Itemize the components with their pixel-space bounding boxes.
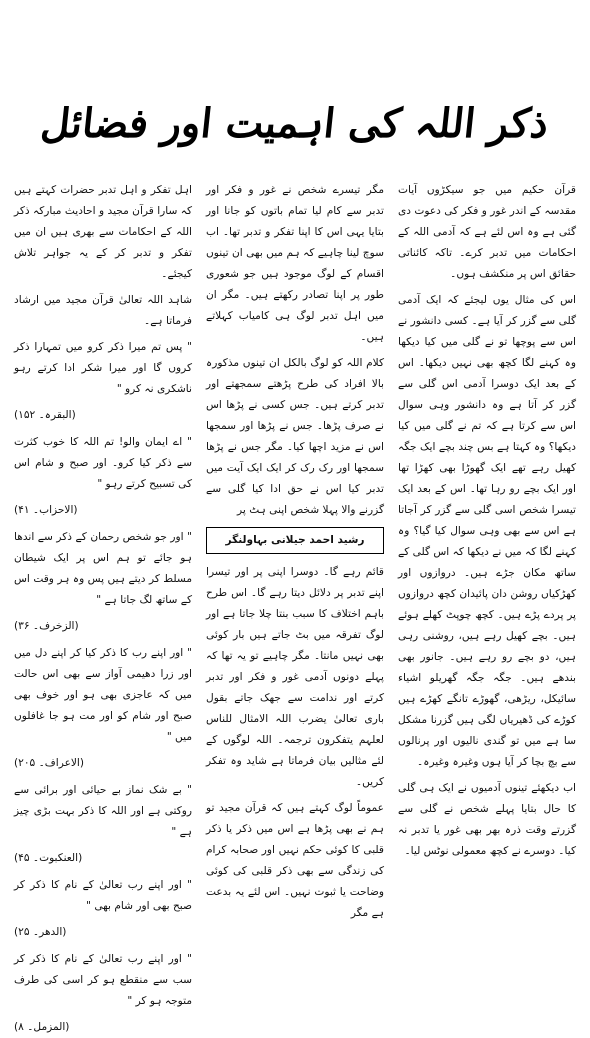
quote: " اور اپنے رب تعالیٰ کے نام کا ذکر کر صبح بھی اور شام بھی "	[14, 879, 192, 912]
column-right	[398, 180, 576, 857]
paragraph: اب دیکھئے تینوں آدمیوں نے ایک ہی گلی کا حال بتایا پہلے شخص نے گلی سے گزرتے وقت ذرہ بھر بھی غور یا تدبر نہ کیا۔ دوسرے نے کچھ معمولی نوٹس لیا۔	[398, 782, 576, 857]
verse-reference: (الاعراف۔ ۲۰۵)	[14, 757, 85, 769]
verse-reference: (البقرہ۔ ۱۵۲)	[14, 409, 76, 421]
quote: " پس تم میرا ذکر کرو میں تمہارا ذکر کروں گا اور میرا شکر ادا کرتے رہو ناشکری نہ کرو "	[14, 341, 192, 395]
paragraph: عموماً لوگ کہتے ہیں کہ قرآن مجید تو ہم نے بھی پڑھا ہے اس میں ذکر یا ذکر قلبی کا کوئی حکم نہیں اور صحابہ کرام کی زندگی سے بھی ذکر قلبی کی کوئی وضاحت یا ثبوت نہیں۔ اس لئے یہ بدعت ہے مگر	[206, 802, 384, 919]
article-columns	[14, 180, 576, 1033]
paragraph: اس کی مثال یوں لیجئے کہ ایک آدمی گلی سے گزر کر آیا ہے۔ کسی دانشور نے اس سے پوچھا تو نے گلی میں کیا دیکھا وہ کہنے لگا کچھ بھی نہیں دیکھا۔ اس کے بعد ایک دوسرا آدمی اس گلی سے گزر کر آتا ہے وہ دانشور وہی سوال اس سے کرتا ہے کہ تم نے گلی میں کیا دیکھا؟ وہ کہتا ہے بس چند بچے ایک جگہ کھیل رہے تھے ایک گھوڑا بھی کھڑا تھا اور ایک بچے رو رہا تھا۔ اس کے بعد ایک تیسرا شخص اسی گلی سے گزر کر آجاتا ہے اس سے بھی وہی سوال کیا گیا؟ وہ کہنے لگا کہ میں نے دیکھا کہ اس گلی کے ساتھ مکان جڑے ہیں۔ دروازوں اور کھڑکیاں روشن دان پائیدان کچھ دروازوں پر پردے پڑے ہیں۔ کچھ چوپٹ کھلے ہوئے ہیں۔ بچے کھیل رہے ہیں، روشنی رہی ہیں، دو بچے رو رہے ہیں۔ جانور بھی بندھے ہیں۔ جگہ جگہ گھریلو اشیاء سائیکل، ریڑھی، گھوڑے تانگے کھڑے ہیں کوڑے کی ڈھیریاں لگی ہیں گزرنا مشکل سا ہے میں تو گندی نالیوں اور پرنالوں سے بچ بچا کر آیا ہوں وغیرہ وغیرہ۔	[398, 294, 576, 768]
article-title: ذکر اللہ کی اہمیت اور فضائل	[38, 99, 552, 147]
verse-reference: (المزمل۔ ۸)	[14, 1021, 70, 1033]
paragraph: کلام اللہ کو لوگ بالکل ان تینوں مذکورہ بالا افراد کی طرح پڑھتے سمجھتے اور تدبر کرتے ہیں۔ جس کسی نے پڑھا اس نے صرف پڑھا۔ جس نے پڑھا اور سمجھا اس نے مزید اچھا کیا۔ مگر جس نے پڑھا سمجھا اور رک رک کر ایک ایک آیت میں تدبر کیا اس نے حق ادا کیا گلی سے گزرنے والا پہلا شخص اپنی ہٹ پر	[206, 357, 384, 516]
verse-reference: (الاحزاب۔ ۴۱)	[14, 504, 78, 516]
title-banner	[0, 88, 590, 158]
quote: " اے ایمان والو! تم اللہ کا خوب کثرت سے ذکر کیا کرو۔ اور صبح و شام اس کی تسبیح کرتے رہو "	[14, 436, 192, 490]
paragraph: قرآن حکیم میں جو سیکڑوں آیات مقدسہ کے اندر غور و فکر کی دعوت دی گئی ہے وہ اس لئے ہے کہ آدمی اللہ کے احکامات میں تدبر کرے۔ تاکہ کائناتی حقائق اس پر منکشف ہوں۔	[398, 184, 576, 280]
quote: " اور اپنے رب کا ذکر کیا کر اپنے دل میں اور زرا دھیمی آواز سے بھی اس حالت میں کہ عاجزی بھی ہو اور خوف بھی صبح اور شام کو اور مت ہو جا غافلوں میں "	[14, 647, 192, 743]
verse-reference: (الزخرف۔ ۳۶)	[14, 620, 79, 632]
verse-reference: (الدھر۔ ۲۵)	[14, 926, 67, 938]
column-middle	[206, 180, 384, 919]
paragraph: شاہد اللہ تعالیٰ قرآن مجید میں ارشاد فرماتا ہے۔	[14, 294, 192, 327]
author-byline: رشید احمد جیلانی بہاولنگر	[206, 527, 384, 554]
quote: " اور اپنے رب تعالیٰ کے نام کا ذکر کر سب سے منقطع ہو کر اسی کی طرف متوجہ ہو کر "	[14, 953, 192, 1007]
paragraph: مگر تیسرے شخص نے غور و فکر اور تدبر سے کام لیا تمام باتوں کو جانا اور بتایا یہی اس کا اپنا تفکر و تدبر تھا۔ اب سوچ لینا چاہیے کہ ہم میں بھی ان تینوں اقسام کے لوگ موجود ہیں جو شعوری طور پر اپنا تصادر رکھتے ہیں۔ مگر ان میں اہل تدبر لوگ ہی کامیاب کہلاتے ہیں۔	[206, 184, 384, 343]
quote: " اور جو شخص رحمان کے ذکر سے اندھا ہو جائے تو ہم اس پر ایک شیطان مسلط کر دیتے ہیں پس وہ ہر وقت اس کے ساتھ لگ جاتا ہے "	[14, 531, 192, 606]
paragraph: قائم رہے گا۔ دوسرا اپنی پر اور تیسرا اپنے تدبر پر دلائل دیتا رہے گا۔ اس طرح باہم اختلاف کا سبب بنتا چلا جاتا ہے اور لوگ تفرقہ میں بٹ جاتے ہیں بار کوئی بھی نہیں مانتا۔ مگر چاہیے تو یہ تھا کہ پہلے دونوں آدمی غور و فکر اور تدبر کرتے اور ندامت سے جھک جاتے بقول باری تعالیٰ یضرب اللہ الامثال للناس لعلہم یتفکرون ترجمہ۔ اللہ لوگوں کے لئے مثالیں بیان فرماتا ہے شاید وہ تفکر کریں۔	[206, 566, 384, 788]
paragraph: اہل تفکر و اہل تدبر حضرات کہتے ہیں کہ سارا قرآن مجید و احادیث مبارکہ ذکر اللہ کے احکامات سے بھری ہیں ان میں تفکر و تدبر کر کے یہ جواہر تلاش کیجئے۔	[14, 184, 192, 280]
quote: " بے شک نماز بے حیائی اور برائی سے روکتی ہے اور اللہ کا ذکر بہت بڑی چیز ہے "	[14, 784, 192, 838]
column-left	[14, 180, 192, 1033]
verse-reference: (العنکبوت۔ ۴۵)	[14, 852, 83, 864]
